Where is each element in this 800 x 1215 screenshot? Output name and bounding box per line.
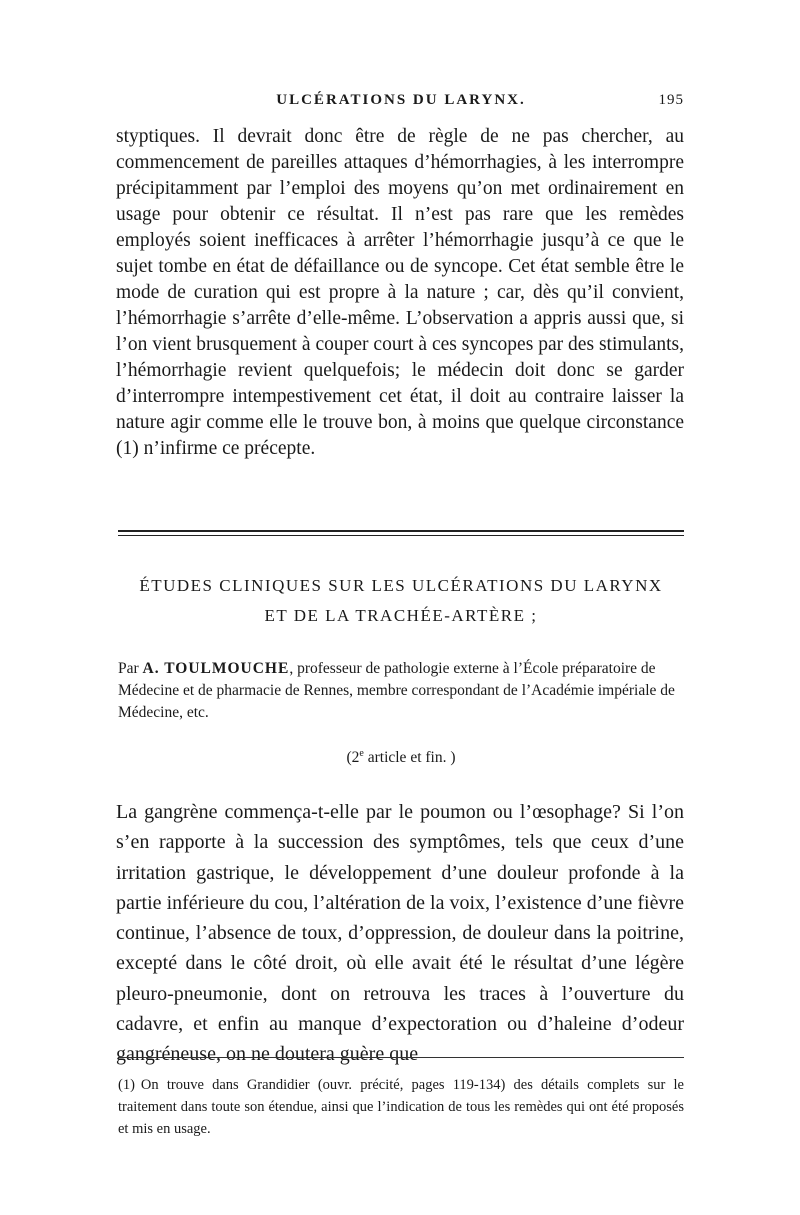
article-note-open: (2	[346, 749, 360, 767]
top-paragraph	[116, 124, 684, 462]
article-note-close: article et fin. )	[363, 749, 456, 767]
footnote	[118, 1074, 684, 1140]
running-head	[118, 92, 684, 116]
section-divider-thick	[118, 530, 684, 532]
author-credentials: , professeur de pathologie externe à l’École préparatoire de Médecine et de pharmacie de Rennes, membre correspondant de l’Académie impériale de Médecine, etc.	[118, 660, 675, 721]
footnote-marker: (1)	[118, 1077, 135, 1093]
article-opening-text: La gangrène commença-t-elle par le poumon ou l’œsophage? Si l’on s’en rapporte à la succession des symptômes, tels que ceux d’une irritation gastrique, le développement d’une douleur profonde à la partie inférieure du cou, l’altération de la voix, l’existence d’une fièvre continue, l’absence de toux, d’oppression, de douleur dans la poitrine, excepté dans le côté droit, où elle avait été le résultat d’une légère pleuro-pneumonie, dont on retrouva les traces à l’ouverture du cadavre, et enfin au manque d’expectoration ou d’haleine d’odeur gangréneuse, on ne doutera guère que	[116, 801, 684, 1066]
page-number: 195	[658, 92, 684, 108]
article-title-line-2: ET DE LA TRACHÉE-ARTÈRE ;	[264, 606, 538, 625]
footnote-rule	[118, 1057, 684, 1058]
article-note	[118, 748, 684, 767]
byline-prefix: Par	[118, 660, 143, 677]
footnote-text: On trouve dans Grandidier (ouvr. précité, pages 119-134) des détails complets sur le traitement dans toute son étendue, ainsi que l’indication de tous les remèdes qui ont été proposés et mis en usage.	[118, 1077, 684, 1137]
footnote-paragraph	[118, 1074, 684, 1140]
article-title-line-1: ÉTUDES CLINIQUES SUR LES ULCÉRATIONS DU LARYNX	[139, 576, 663, 595]
article-note-sup: e	[359, 748, 364, 759]
byline	[118, 658, 684, 724]
top-paragraph-text: styptiques. Il devrait donc être de règle de ne pas chercher, au commencement de pareilles attaques d’hémorrhagies, à les interrompre précipitamment par l’emploi des moyens qu’on met ordinairement en usage pour obtenir ce résultat. Il n’est pas rare que les remèdes employés soient inefficaces à arrêter l’hémorrhagie jusqu’à ce que le sujet tombe en état de défaillance ou de syncope. Cet état semble être le mode de curation qui est propre à la nature ; car, dès qu’il convient, l’hémorrhagie s’arrête d’elle-même. L’observation a appris aussi que, si l’on vient brusquement à couper court à ces syncopes par des stimulants, l’hémorrhagie revient quelquefois; le médecin doit donc se garder d’interrompre intempestivement cet état, il doit au contraire laisser la nature agir comme elle le trouve bon, à moins que quelque circonstance (1) n’infirme ce précepte.	[116, 126, 684, 459]
author-name: A. TOULMOUCHE	[142, 660, 290, 677]
running-title: ULCÉRATIONS DU LARYNX.	[276, 92, 526, 108]
section-divider-thin	[118, 535, 684, 536]
article-opening-paragraph	[116, 797, 684, 1070]
